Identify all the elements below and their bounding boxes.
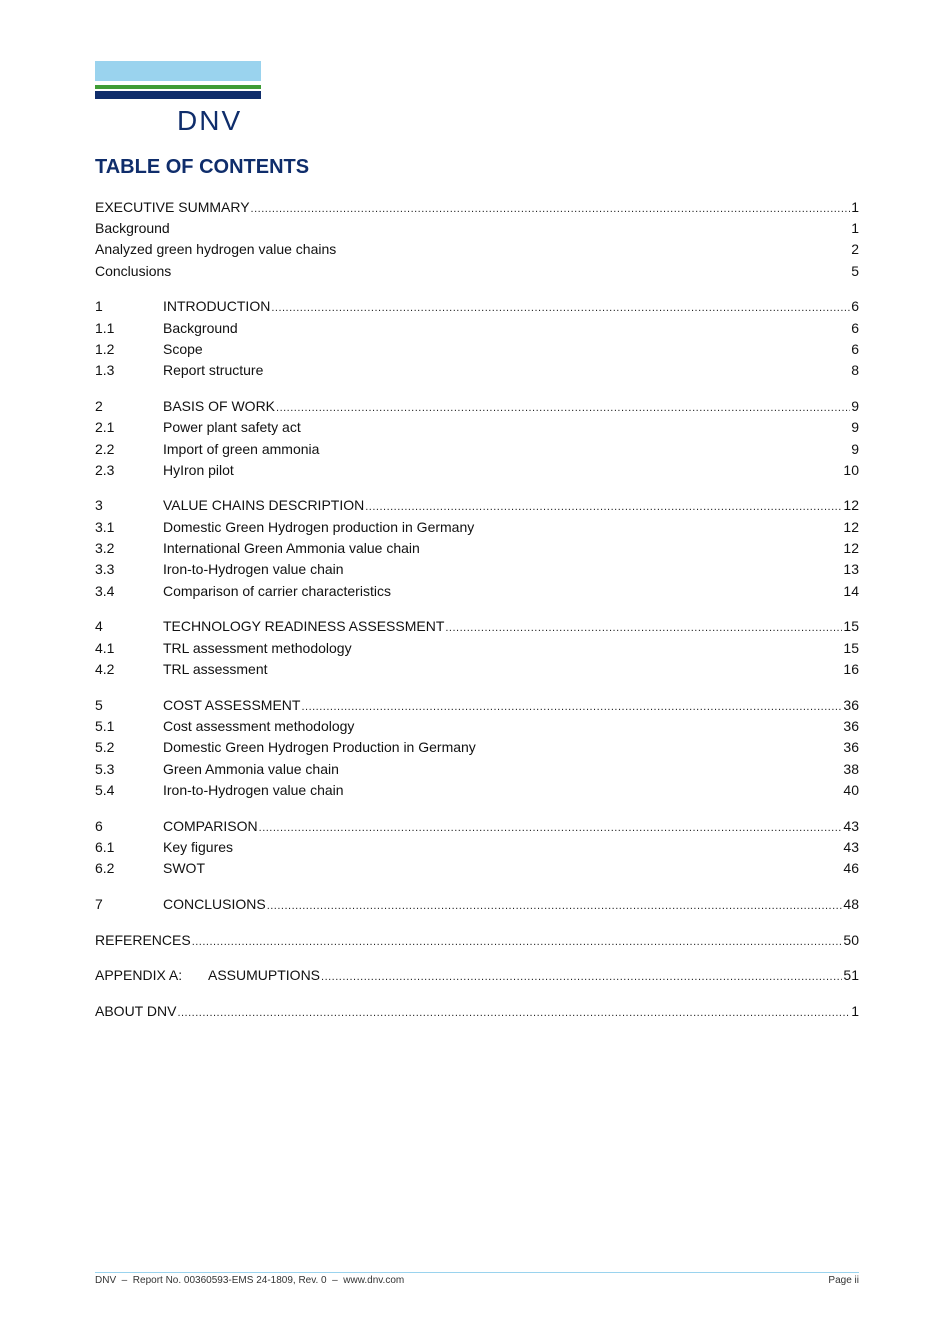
toc-entry-section-4[interactable] [95,616,859,636]
toc-entry-section-2-3[interactable] [95,460,859,480]
toc-entry-page: 6 [851,341,859,357]
toc-entry-title: Report structure [163,362,264,378]
toc-entry-page: 14 [843,583,859,599]
toc-entry-number: 2.2 [95,441,115,457]
toc-entry-section-4-2[interactable] [95,659,859,679]
toc-entry-number: 4 [95,618,103,634]
toc-entry-section-1-2[interactable] [95,339,859,359]
toc-entry-page: 38 [843,761,859,777]
toc-entry-section-5[interactable] [95,695,859,715]
toc-entry-page: 1 [851,199,859,215]
toc-entry-number: 3.2 [95,540,115,556]
dot-leader [177,1003,850,1023]
toc-entry-page: 50 [843,932,859,948]
toc-entry-page: 6 [851,298,859,314]
toc-entry-title: BASIS OF WORK [163,398,276,414]
toc-entry-page: 36 [843,697,859,713]
toc-entry-section-5-1[interactable] [95,716,859,736]
toc-entry-number: 3.1 [95,519,115,535]
toc-entry-page: 8 [851,362,859,378]
dot-leader [251,199,851,219]
toc-entry-section-6-1[interactable] [95,837,859,857]
toc-entry-number: 2 [95,398,103,414]
toc-entry-executive-summary[interactable] [95,197,859,217]
toc-entry-title: Iron-to-Hydrogen value chain [163,561,344,577]
toc-entry-section-6-2[interactable] [95,858,859,878]
toc-entry-title: SWOT [163,860,205,876]
logo-wordmark: DNV [177,105,243,136]
toc-entry-number: 3.3 [95,561,115,577]
toc-entry-title: REFERENCES [95,932,191,948]
toc-entry-number: 2.3 [95,462,115,478]
toc-entry-title: Comparison of carrier characteristics [163,583,391,599]
toc-entry-section-3-4[interactable] [95,581,859,601]
toc-entry-page: 16 [843,661,859,677]
toc-entry-exec-background[interactable] [95,218,859,238]
toc-entry-number: 5.2 [95,739,115,755]
toc-entry-title: HyIron pilot [163,462,234,478]
toc-entry-title: TRL assessment methodology [163,640,352,656]
toc-entry-section-5-4[interactable] [95,780,859,800]
toc-entry-section-2-1[interactable] [95,417,859,437]
toc-entry-page: 48 [843,896,859,912]
toc-entry-section-3-3[interactable] [95,559,859,579]
toc-entry-title: COMPARISON [163,818,258,834]
toc-entry-page: 46 [843,860,859,876]
toc-entry-section-3-1[interactable] [95,517,859,537]
footer-page-number: Page ii [828,1275,859,1286]
toc-entry-title: Power plant safety act [163,419,301,435]
toc-entry-page: 5 [851,263,859,279]
toc-entry-title: Scope [163,341,203,357]
toc-entry-section-4-1[interactable] [95,638,859,658]
toc-entry-page: 43 [843,839,859,855]
toc-entry-section-5-2[interactable] [95,737,859,757]
toc-entry-section-5-3[interactable] [95,759,859,779]
toc-entry-number: 1.3 [95,362,115,378]
toc-entry-number: 5.3 [95,761,115,777]
toc-entry-section-1-3[interactable] [95,360,859,380]
toc-entry-title: International Green Ammonia value chain [163,540,420,556]
toc-entry-page: 43 [843,818,859,834]
toc-entry-title: Domestic Green Hydrogen Production in Germany [163,739,476,755]
toc-entry-title: COST ASSESSMENT [163,697,301,713]
toc-entry-about-dnv[interactable] [95,1001,859,1021]
toc-entry-references[interactable] [95,930,859,950]
toc-entry-title: Analyzed green hydrogen value chains [95,241,337,257]
toc-entry-number: 3 [95,497,103,513]
toc-entry-page: 15 [843,618,859,634]
toc-entry-number: 1.2 [95,341,115,357]
toc-entry-exec-analyzed[interactable] [95,239,859,259]
toc-entry-number: 3.4 [95,583,115,599]
toc-entry-number: 5.1 [95,718,115,734]
toc-entry-title: Background [163,320,238,336]
toc-entry-number: 4.2 [95,661,115,677]
toc-entry-page: 2 [851,241,859,257]
toc-entry-page: 1 [851,1003,859,1019]
dot-leader [321,967,842,987]
toc-entry-title: EXECUTIVE SUMMARY [95,199,250,215]
toc-entry-page: 9 [851,419,859,435]
toc-entry-page: 6 [851,320,859,336]
toc-entry-title: CONCLUSIONS [163,896,266,912]
toc-entry-page: 13 [843,561,859,577]
toc-entry-number: 6 [95,818,103,834]
toc-entry-number: 5.4 [95,782,115,798]
toc-entry-title: VALUE CHAINS DESCRIPTION [163,497,365,513]
toc-entry-section-1-1[interactable] [95,318,859,338]
toc-entry-page: 12 [843,519,859,535]
toc-entry-page: 1 [851,220,859,236]
toc-entry-number: 5 [95,697,103,713]
toc-entry-section-2[interactable] [95,396,859,416]
toc-entry-number: APPENDIX A: [95,967,183,983]
toc-entry-section-6[interactable] [95,816,859,836]
toc-entry-page: 51 [843,967,859,983]
logo-green-bar [95,85,261,89]
toc-entry-title: Import of green ammonia [163,441,320,457]
dot-leader [445,618,842,638]
toc-entry-title: ASSUMUPTIONS [208,967,321,983]
toc-entry-title: Iron-to-Hydrogen value chain [163,782,344,798]
toc-entry-title: Key figures [163,839,234,855]
toc-entry-exec-conclusions[interactable] [95,261,859,281]
toc-entry-number: 4.1 [95,640,115,656]
logo-blue-bar [95,91,261,99]
toc-entry-appendix-a[interactable] [95,965,859,985]
toc-entry-number: 1.1 [95,320,115,336]
toc-entry-number: 1 [95,298,103,314]
footer-report-info: DNV – Report No. 00360593-EMS 24-1809, Rev. 0 – www.dnv.com [95,1275,405,1286]
toc-entry-page: 36 [843,739,859,755]
toc-entry-title: INTRODUCTION [163,298,271,314]
toc-entry-page: 36 [843,718,859,734]
dot-leader [301,697,842,717]
toc-entry-title: Cost assessment methodology [163,718,355,734]
toc-entry-page: 12 [843,540,859,556]
toc-entry-page: 40 [843,782,859,798]
toc-entry-title: ABOUT DNV [95,1003,177,1019]
dnv-logo [95,61,261,135]
page-title: TABLE OF CONTENTS [95,156,310,178]
toc-entry-number: 7 [95,896,103,912]
dot-leader [365,497,842,517]
toc-entry-title: Domestic Green Hydrogen production in Germany [163,519,475,535]
toc-entry-page: 15 [843,640,859,656]
toc-entry-section-2-2[interactable] [95,439,859,459]
toc-entry-page: 9 [851,441,859,457]
dot-leader [276,398,850,418]
toc-entry-section-7[interactable] [95,894,859,914]
toc-entry-title: TRL assessment [163,661,268,677]
toc-entry-page: 9 [851,398,859,414]
toc-entry-title: TECHNOLOGY READINESS ASSESSMENT [163,618,445,634]
dot-leader [271,298,850,318]
toc-entry-section-3[interactable] [95,495,859,515]
dot-leader [192,932,843,952]
toc-entry-number: 2.1 [95,419,115,435]
toc-entry-number: 6.2 [95,860,115,876]
toc-entry-page: 12 [843,497,859,513]
footer-divider [95,1272,859,1273]
toc-entry-section-1[interactable] [95,296,859,316]
toc-entry-page: 10 [843,462,859,478]
toc-entry-title: Green Ammonia value chain [163,761,339,777]
toc-entry-title: Background [95,220,170,236]
dot-leader [259,818,843,838]
toc-entry-section-3-2[interactable] [95,538,859,558]
toc-entry-number: 6.1 [95,839,115,855]
toc-entry-title: Conclusions [95,263,172,279]
logo-sky-bar [95,61,261,81]
dot-leader [267,896,843,916]
